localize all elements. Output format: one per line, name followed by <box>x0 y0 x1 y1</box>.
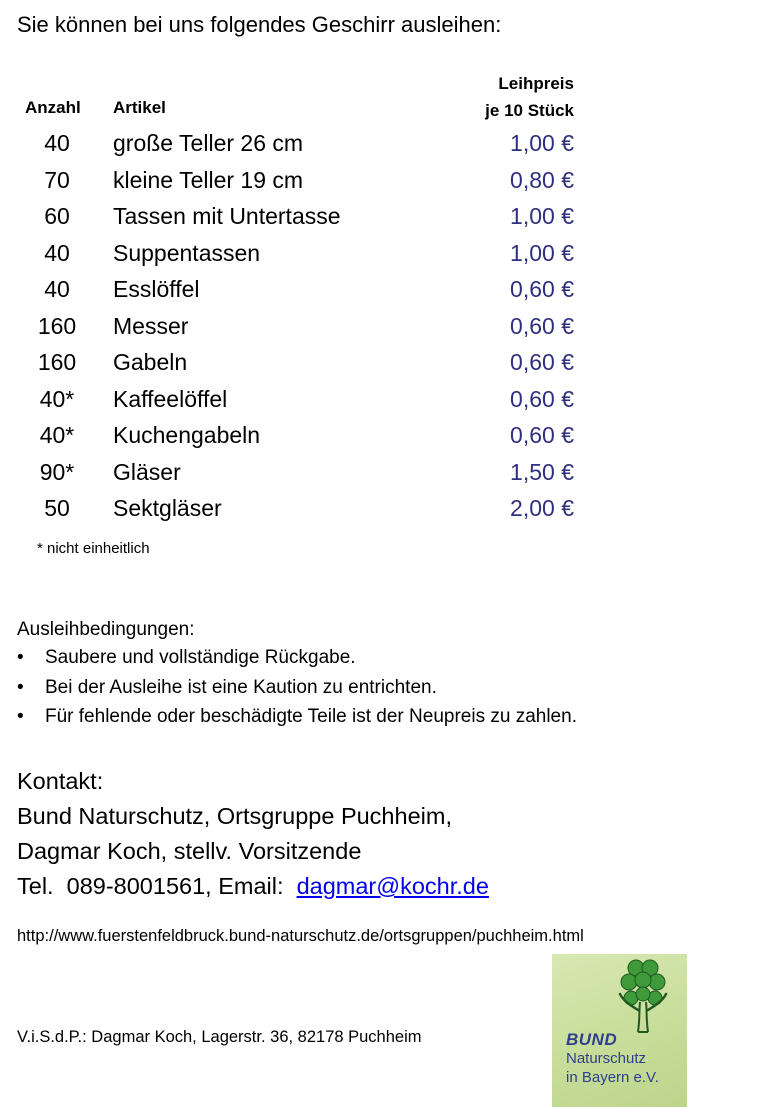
conditions-title: Ausleihbedingungen: <box>17 619 195 640</box>
row-quantity: 40* <box>39 422 75 448</box>
row-quantity: 90* <box>39 458 75 485</box>
bullet-icon: • <box>17 647 24 668</box>
row-quantity: 160 <box>37 312 77 339</box>
row-price: 0,60 € <box>510 276 574 302</box>
row-price: 0,60 € <box>510 385 574 412</box>
row-article: große Teller 26 cm <box>113 130 304 156</box>
table-row <box>0 381 758 418</box>
footnote: * nicht einheitlich <box>37 540 150 557</box>
row-quantity: 40* <box>39 385 75 412</box>
email-link[interactable]: dagmar@kochr.de <box>296 873 489 899</box>
row-price: 0,60 € <box>510 349 574 375</box>
condition-item <box>17 643 577 673</box>
row-article: Gabeln <box>113 349 188 375</box>
condition-item <box>17 673 577 703</box>
row-article: kleine Teller 19 cm <box>113 166 304 193</box>
row-article: Sektgläser <box>113 495 222 521</box>
table-body <box>0 125 758 527</box>
row-quantity: 60 <box>44 203 70 229</box>
row-price: 1,00 € <box>510 130 574 156</box>
page-headline: Sie können bei uns folgendes Geschirr ausleihen: <box>17 12 502 37</box>
condition-item <box>17 702 577 732</box>
row-price: 0,60 € <box>510 422 574 448</box>
row-article: Tassen mit Untertasse <box>113 203 341 229</box>
tree-icon <box>552 954 687 1034</box>
conditions-list <box>17 643 577 732</box>
row-article: Messer <box>113 312 189 339</box>
row-price: 2,00 € <box>510 495 574 521</box>
logo-line2: in Bayern e.V. <box>566 1069 659 1086</box>
contact-block <box>17 764 489 904</box>
table-row <box>0 454 758 491</box>
row-price: 0,60 € <box>510 312 574 339</box>
contact-phone-email <box>17 869 489 904</box>
row-price: 1,00 € <box>510 203 574 229</box>
row-quantity: 40 <box>44 130 70 156</box>
row-price: 1,50 € <box>510 458 574 485</box>
table-row <box>0 162 758 199</box>
row-price: 1,00 € <box>510 239 574 266</box>
bullet-icon: • <box>17 706 24 727</box>
logo-brand: BUND <box>566 1030 618 1049</box>
table-row <box>0 417 758 454</box>
row-quantity: 160 <box>37 349 77 375</box>
header-quantity: Anzahl <box>25 98 81 117</box>
table-row <box>0 344 758 381</box>
bund-naturschutz-logo <box>552 954 687 1107</box>
table-row <box>0 125 758 162</box>
contact-person: Dagmar Koch, stellv. Vorsitzende <box>17 838 362 864</box>
row-price: 0,80 € <box>510 166 574 193</box>
contact-title: Kontakt: <box>17 768 104 794</box>
row-article: Gläser <box>113 458 181 485</box>
header-price-line2: je 10 Stück <box>485 101 574 120</box>
table-row <box>0 271 758 308</box>
table-row <box>0 308 758 345</box>
website-url: http://www.fuerstenfeldbruck.bund-naturschutz.de/ortsgruppen/puchheim.html <box>17 927 584 945</box>
row-article: Kaffeelöffel <box>113 385 228 412</box>
row-article: Esslöffel <box>113 276 200 302</box>
table-row <box>0 490 758 527</box>
condition-text: Bei der Ausleihe ist eine Kaution zu entrichten. <box>45 676 437 698</box>
header-price-line1: Leihpreis <box>498 74 574 93</box>
table-row <box>0 235 758 272</box>
table-row <box>0 198 758 235</box>
header-article: Artikel <box>113 98 166 117</box>
logo-line1: Naturschutz <box>566 1050 647 1067</box>
row-quantity: 50 <box>44 495 70 521</box>
header-price <box>440 70 574 124</box>
bullet-icon: • <box>17 676 24 698</box>
row-quantity: 40 <box>44 276 70 302</box>
condition-text: Saubere und vollständige Rückgabe. <box>45 647 356 668</box>
row-quantity: 70 <box>44 166 70 193</box>
condition-text: Für fehlende oder beschädigte Teile ist der Neupreis zu zahlen. <box>45 706 577 727</box>
row-article: Suppentassen <box>113 239 261 266</box>
contact-phone: Tel. 089-8001561, Email: <box>17 873 297 899</box>
row-quantity: 40 <box>44 239 70 266</box>
row-article: Kuchengabeln <box>113 422 261 448</box>
contact-organization: Bund Naturschutz, Ortsgruppe Puchheim, <box>17 803 452 829</box>
imprint-line: V.i.S.d.P.: Dagmar Koch, Lagerstr. 36, 82178 Puchheim <box>17 1028 422 1046</box>
rental-conditions <box>17 616 577 732</box>
